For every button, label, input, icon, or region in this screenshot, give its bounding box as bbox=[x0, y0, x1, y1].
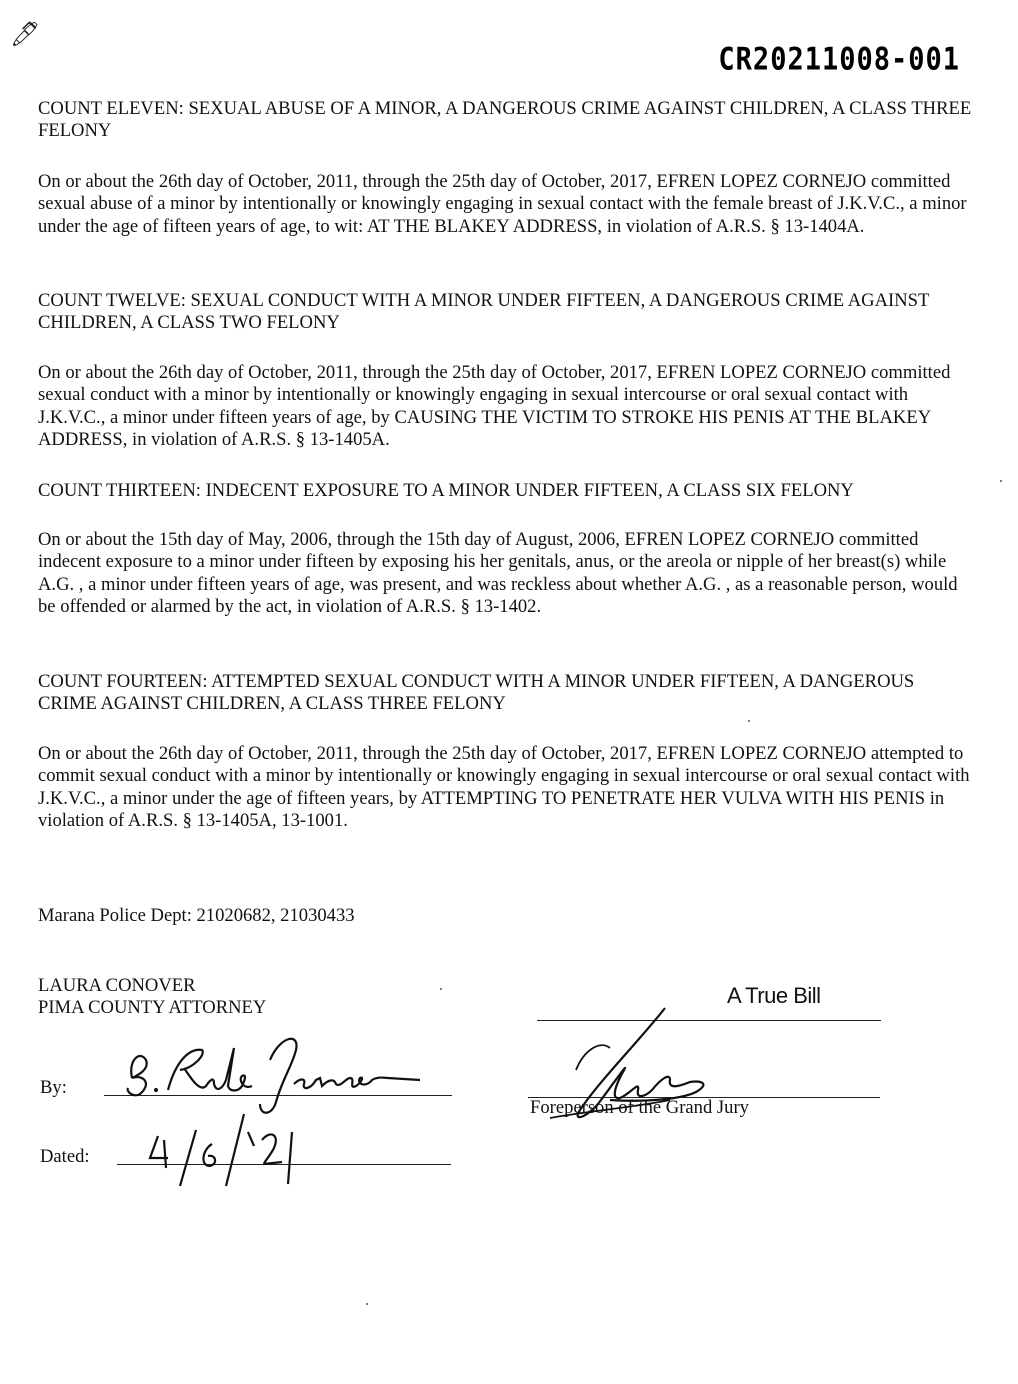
agency-reference: Marana Police Dept: 21020682, 21030433 bbox=[38, 905, 355, 926]
dated-label: Dated: bbox=[40, 1146, 90, 1167]
count-fourteen-heading: COUNT FOURTEEN: ATTEMPTED SEXUAL CONDUCT WITH A MINOR UNDER FIFTEEN, A DANGEROUS CRIME AGAINST CHILDREN, A CLASS THREE FELONY bbox=[38, 671, 915, 715]
attorney-name: LAURA CONOVER bbox=[38, 975, 196, 996]
count-eleven-heading: COUNT ELEVEN: SEXUAL ABUSE OF A MINOR, A DANGEROUS CRIME AGAINST CHILDREN, A CLASS THREE FELONY bbox=[38, 98, 972, 142]
by-label: By: bbox=[40, 1077, 67, 1098]
foreperson-label: Foreperson of the Grand Jury bbox=[530, 1097, 749, 1118]
count-twelve-body: On or about the 26th day of October, 2011, through the 25th day of October, 2017, EFREN LOPEZ CORNEJO committed sexual conduct with a minor by intentionally or knowingly engaging in sexual intercourse or oral sexual contact with J.K.V.C., a minor under fifteen years of age, by CAUSING THE VICTIM TO STROKE HIS PENIS AT THE BLAKEY ADDRESS, in violation of A.R.S. § 13-1405A. bbox=[38, 362, 951, 451]
count-thirteen-body: On or about the 15th day of May, 2006, through the 15th day of August, 2006, EFREN LOPEZ CORNEJO committed indecent exposure to a minor under fifteen by exposing his her genitals, anus, or the areola or nipple of her breast(s) while A.G. , a minor under fifteen years of age, was present, and was reckless about whether A.G. , as a reasonable person, would be offended or alarmed by the act, in violation of A.R.S. § 13-1402. bbox=[38, 529, 958, 618]
speck-mark bbox=[366, 1303, 368, 1305]
speck-mark bbox=[748, 720, 750, 722]
count-thirteen-heading: COUNT THIRTEEN: INDECENT EXPOSURE TO A MINOR UNDER FIFTEEN, A CLASS SIX FELONY bbox=[38, 480, 854, 501]
handwritten-date bbox=[140, 1110, 320, 1190]
true-bill-title: A True Bill bbox=[727, 983, 821, 1008]
attorney-block bbox=[38, 975, 266, 1020]
attorney-signature bbox=[110, 1020, 430, 1120]
speck-mark bbox=[1000, 480, 1002, 482]
corner-mark-icon: 🖊 bbox=[10, 20, 41, 48]
case-number-stamp: CR20211008-001 bbox=[718, 41, 960, 78]
attorney-title: PIMA COUNTY ATTORNEY bbox=[38, 997, 267, 1019]
speck-mark bbox=[440, 988, 442, 990]
foreperson-signature bbox=[520, 1000, 740, 1130]
count-fourteen-body: On or about the 26th day of October, 2011, through the 25th day of October, 2017, EFREN LOPEZ CORNEJO attempted to commit sexual conduct with a minor by intentionally or knowingly engaging in sexual intercourse or oral sexual contact with J.K.V.C., a minor under the age of fifteen years, by ATTEMPTING TO PENETRATE HER VULVA WITH HIS PENIS in violation of A.R.S. § 13-1405A, 13-1001. bbox=[38, 743, 970, 832]
count-eleven-body: On or about the 26th day of October, 2011, through the 25th day of October, 2017, EFREN LOPEZ CORNEJO committed sexual abuse of a minor by intentionally or knowingly engaging in sexual contact with the female breast of J.K.V.C., a minor under the age of fifteen years of age, to wit: AT THE BLAKEY ADDRESS, in violation of A.R.S. § 13-1404A. bbox=[38, 171, 967, 237]
count-twelve-heading: COUNT TWELVE: SEXUAL CONDUCT WITH A MINOR UNDER FIFTEEN, A DANGEROUS CRIME AGAINST CHILDREN, A CLASS TWO FELONY bbox=[38, 290, 929, 334]
